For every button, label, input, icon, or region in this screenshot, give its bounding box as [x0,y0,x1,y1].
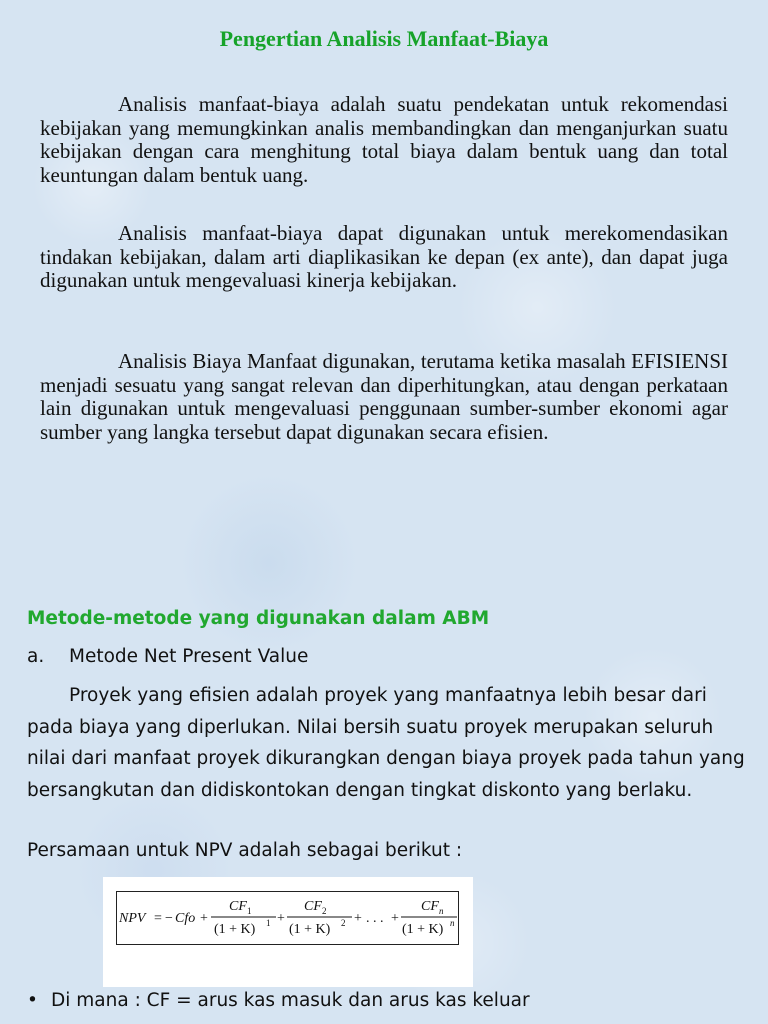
formula-plus-3: + [354,911,362,926]
equation-intro: Persamaan untuk NPV adalah sebagai berikut : [27,840,463,861]
slide-methods [0,590,768,1024]
formula-den-1: (1 + K) [214,922,256,937]
npv-formula-image [103,877,473,987]
formula-den-n: (1 + K) [402,922,444,937]
formula-plus-4: + [391,911,399,926]
list-item-label: Metode Net Present Value [69,646,309,667]
formula-plus-1: + [200,911,208,926]
formula-minus: − [165,911,173,926]
npv-formula [103,877,473,987]
formula-equals: = [154,911,162,926]
npv-description-text: Proyek yang efisien adalah proyek yang manfaatnya lebih besar dari pada biaya yang diperlukan. Nilai bersih suatu proyek merupakan seluruh nilai dari manfaat proyek dikurangkan dengan biaya proyek pada tahun yang bersangkutan dan didiskontokan dengan tingkat diskonto yang berlaku. [27,685,745,801]
paragraph-efficiency: Analisis Biaya Manfaat digunakan, terutama ketika masalah EFISIENSI menjadi sesuatu yang sangat relevan dan diperhitungkan, atau dengan perkataan lain digunakan untuk mengevaluasi penggunaan sumber-sumber ekonomi agar sumber yang langka tersebut dapat digunakan secara efisien. [40,349,728,444]
bullet-definition [27,990,530,1011]
formula-sub-n: n [439,906,444,916]
npv-description [27,680,747,806]
list-item-npv [27,646,308,667]
slide-title: Pengertian Analisis Manfaat-Biaya [219,26,549,51]
formula-num-2: CF [304,899,322,914]
formula-cfo: Cfo [175,911,196,926]
formula-lhs: NPV [119,911,146,926]
bullet-icon: • [27,990,38,1011]
formula-sub-2: 2 [322,906,327,916]
formula-ellipsis: . . . [366,911,384,926]
paragraph-definition: Analisis manfaat-biaya adalah suatu pendekatan untuk rekomendasi kebijakan yang memungkinkan analis membandingkan dan menganjurkan suatu kebijakan dengan cara menghitung total biaya dalam bentuk uang dan total keuntungan dalam bentuk uang. [40,92,728,187]
formula-exp-n: n [450,918,455,928]
formula-sub-1: 1 [247,906,252,916]
list-marker: a. [27,646,45,667]
formula-num-n: CF [421,899,439,914]
formula-exp-1: 1 [266,918,271,928]
bullet-text: Di mana : CF = arus kas masuk dan arus kas keluar [51,990,530,1011]
formula-plus-2: + [277,911,285,926]
section-title: Metode-metode yang digunakan dalam ABM [27,608,490,629]
formula-num-1: CF [229,899,247,914]
formula-den-2: (1 + K) [289,922,331,937]
formula-exp-2: 2 [341,918,346,928]
paragraph-application: Analisis manfaat-biaya dapat digunakan untuk merekomendasikan tindakan kebijakan, dalam arti diaplikasikan ke depan (ex ante), dan dapat juga digunakan untuk mengevaluasi kinerja kebijakan. [40,221,728,292]
